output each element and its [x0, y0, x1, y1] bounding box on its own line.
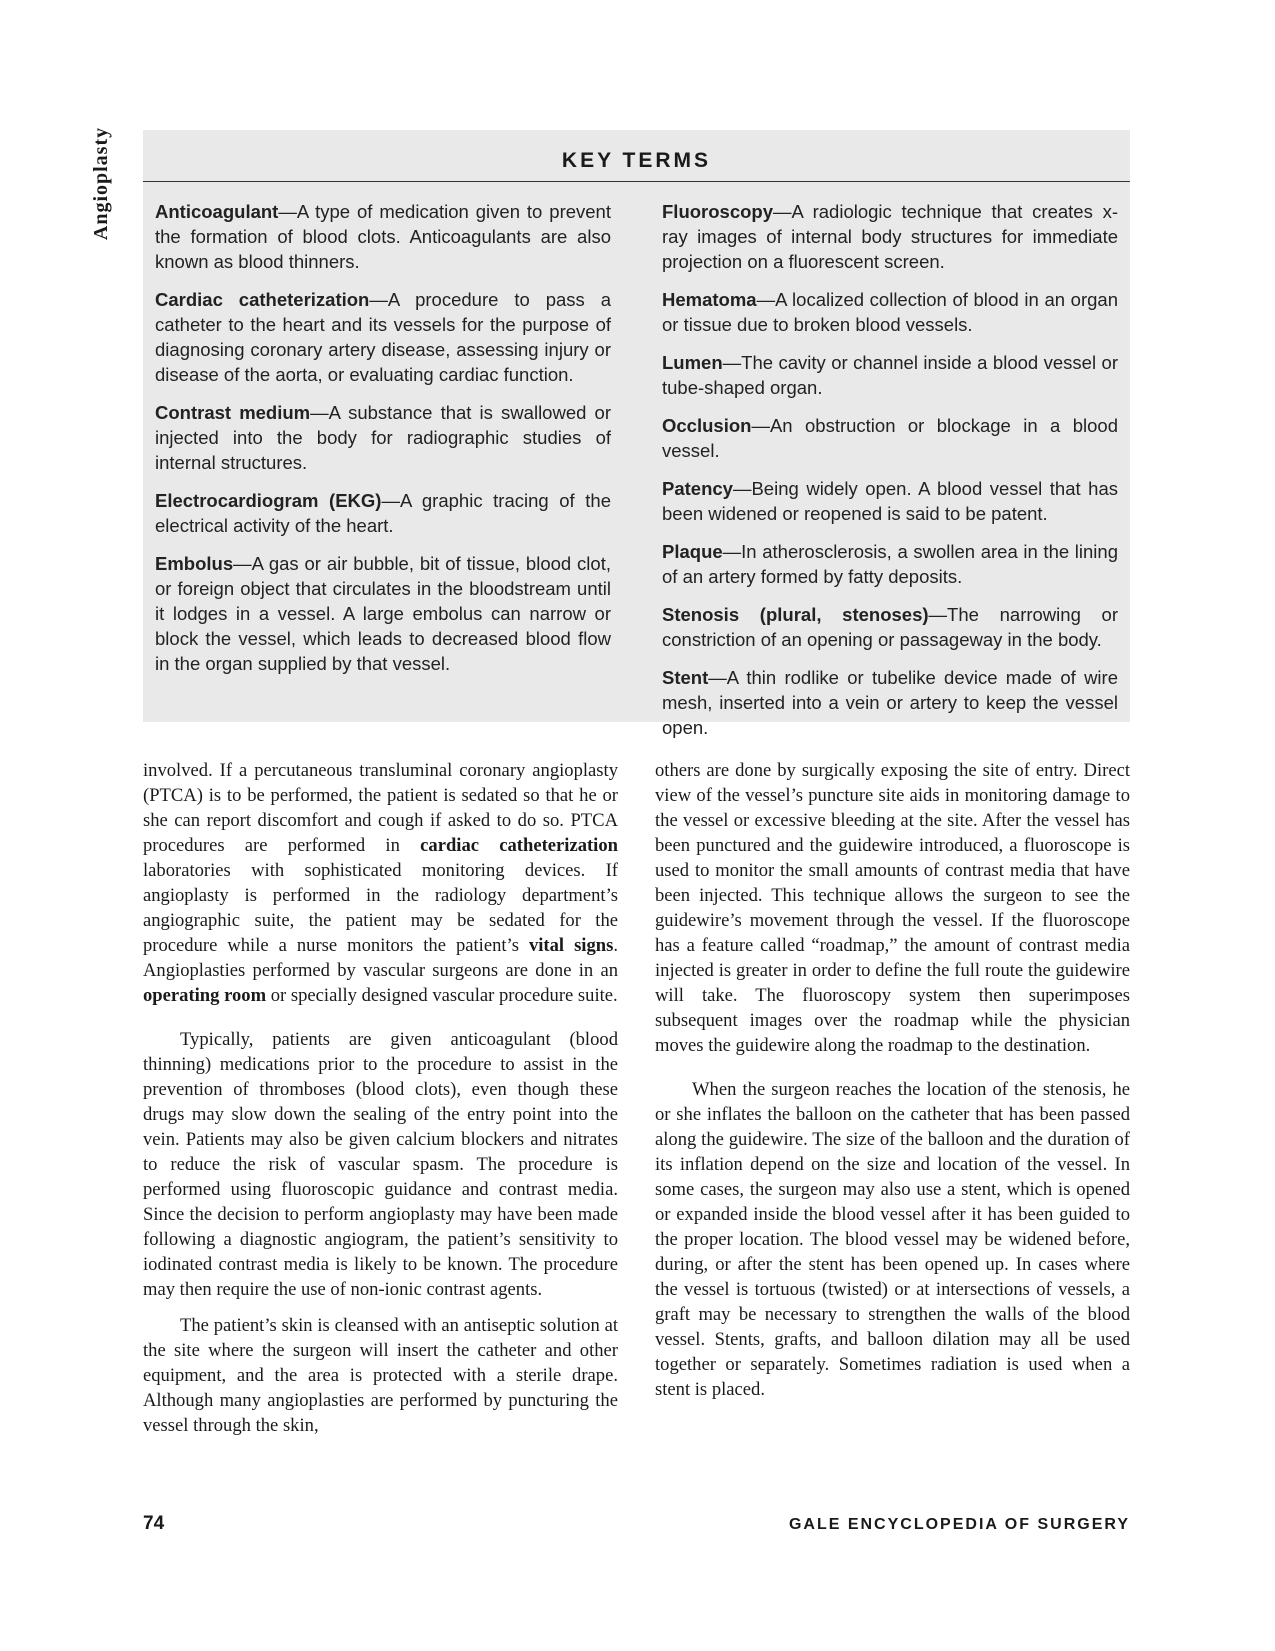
term-entry [662, 287, 1118, 337]
term-definition: —A thin rodlike or tubelike device made of wire mesh, inserted into a vein or artery to keep the vessel open. [662, 667, 1118, 738]
term-name: Stenosis (plural, stenoses) [662, 604, 929, 625]
term-entry [662, 350, 1118, 400]
term-entry [662, 199, 1118, 274]
term-entry [662, 413, 1118, 463]
term-entry [662, 665, 1118, 740]
term-entry [155, 488, 611, 538]
term-definition: —The narrowing or constriction of an opening or passageway in the body. [662, 604, 1118, 650]
body-text: or specially designed vascular procedure suite. [266, 985, 618, 1006]
term-entry [155, 400, 611, 475]
term-definition: —A procedure to pass a catheter to the heart and its vessels for the purpose of diagnosing coronary artery disease, assessing injury or disease of the aorta, or evaluating cardiac function. [155, 289, 611, 385]
term-name: Patency [662, 478, 733, 499]
term-entry [662, 602, 1118, 652]
body-bold-term: operating room [143, 985, 267, 1006]
body-text: involved. If a percutaneous transluminal coronary angioplasty (PTCA) is to be performed, the patient is sedated so that he or she can report discomfort and cough if asked to do so. PTCA procedures are performed in [143, 760, 618, 856]
term-entry [155, 287, 611, 387]
body-paragraph: others are done by surgically exposing the site of entry. Direct view of the vessel’s puncture site aids in monitoring damage to the vessel or excessive bleeding at the site. After the vessel has been punctured and the guidewire introduced, a fluoroscope is used to monitor the small amounts of contrast media that have been injected. This technique allows the surgeon to see the guidewire’s movement through the vessel. If the fluoroscope has a feature called “roadmap,” the amount of contrast media injected is greater in order to define the full route the guidewire will take. The fluoroscopy system then superimposes subsequent images over the roadmap while the physician moves the guidewire along the roadmap to the destination. [655, 760, 1130, 1056]
term-entry [662, 476, 1118, 526]
term-definition: —Being widely open. A blood vessel that has been widened or reopened is said to be patent. [662, 478, 1118, 524]
body-text: laboratories with sophisticated monitoring devices. If angioplasty is performed in the radiology department’s angiographic suite, the patient may be sedated for the procedure while a nurse monitors the patient’s [143, 860, 618, 956]
term-definition: —In atherosclerosis, a swollen area in the lining of an artery formed by fatty deposits. [662, 541, 1118, 587]
key-terms-title: KEY TERMS [561, 149, 712, 172]
term-name: Electrocardiogram (EKG) [155, 490, 382, 511]
key-terms-box [143, 130, 1130, 738]
term-name: Cardiac catheterization [155, 289, 370, 310]
key-terms-rule [143, 181, 1130, 182]
page-number: 74 [143, 1513, 165, 1534]
term-name: Hematoma [662, 289, 757, 310]
term-entry [155, 551, 611, 676]
term-name: Embolus [155, 553, 234, 574]
term-definition: —A graphic tracing of the electrical activity of the heart. [155, 490, 611, 536]
term-name: Contrast medium [155, 402, 311, 423]
term-entry [662, 539, 1118, 589]
side-tab [84, 128, 120, 238]
term-definition: —A localized collection of blood in an organ or tissue due to broken blood vessels. [662, 289, 1118, 335]
term-name: Lumen [662, 352, 723, 373]
term-entry [155, 199, 611, 274]
term-definition: —The cavity or channel inside a blood vessel or tube-shaped organ. [662, 352, 1118, 398]
body-bold-term: cardiac catheterization [420, 835, 618, 856]
term-definition: —A gas or air bubble, bit of tissue, blood clot, or foreign object that circulates in the bloodstream until it lodges in a vessel. A large embolus can narrow or block the vessel, which leads to decreased blood flow in the organ supplied by that vessel. [155, 553, 611, 674]
publication-title: GALE ENCYCLOPEDIA OF SURGERY [788, 1516, 1130, 1533]
term-name: Occlusion [662, 415, 752, 436]
term-definition: —An obstruction or blockage in a blood vessel. [662, 415, 1118, 461]
term-definition: —A radiologic technique that creates x-ray images of internal body structures for immediate projection on a fluorescent screen. [662, 201, 1118, 272]
body-paragraph: Typically, patients are given anticoagulant (blood thinning) medications prior to the procedure to assist in the prevention of thromboses (blood clots), even though these drugs may slow down the sealing of the entry point into the vein. Patients may also be given calcium blockers and nitrates to reduce the risk of vascular spasm. The procedure is performed using fluoroscopic guidance and contrast media. Since the decision to perform angioplasty may have been made following a diagnostic angiogram, the patient’s sensitivity to iodinated contrast media is likely to be known. The procedure may then require the use of non-ionic contrast agents. [143, 1029, 618, 1300]
term-name: Fluoroscopy [662, 201, 774, 222]
body-right-column [655, 758, 1130, 1413]
side-tab-label: Angioplasty [90, 126, 113, 240]
term-definition: —A substance that is swallowed or injected into the body for radiographic studies of internal structures. [155, 402, 611, 473]
term-definition: —A type of medication given to prevent the formation of blood clots. Anticoagulants are also known as blood thinners. [155, 201, 611, 272]
term-name: Stent [662, 667, 709, 688]
body-left-column [143, 758, 618, 1449]
key-terms-left-column [155, 199, 611, 689]
key-terms-right-column [662, 199, 1118, 753]
body-paragraph: The patient’s skin is cleansed with an antiseptic solution at the site where the surgeon will insert the catheter and other equipment, and the area is protected with a sterile drape. Although many angioplasties are performed by puncturing the vessel through the skin, [143, 1315, 618, 1436]
body-text: . Angioplasties performed by vascular surgeons are done in an [143, 935, 618, 981]
term-name: Plaque [662, 541, 723, 562]
body-bold-term: vital signs [528, 935, 614, 956]
term-name: Anticoagulant [155, 201, 279, 222]
body-paragraph: When the surgeon reaches the location of the stenosis, he or she inflates the balloon on the catheter that has been passed along the guidewire. The size of the balloon and the duration of its inflation depend on the size and location of the vessel. In some cases, the surgeon may also use a stent, which is opened or expanded inside the blood vessel after it has been guided to the proper location. The blood vessel may be widened before, during, or after the stent has been opened up. In cases where the vessel is tortuous (twisted) or at intersections of vessels, a graft may be necessary to strengthen the walls of the blood vessel. Stents, grafts, and balloon dilation may all be used together or separately. Sometimes radiation is used when a stent is placed. [655, 1079, 1130, 1400]
body-paragraph [143, 758, 618, 1008]
